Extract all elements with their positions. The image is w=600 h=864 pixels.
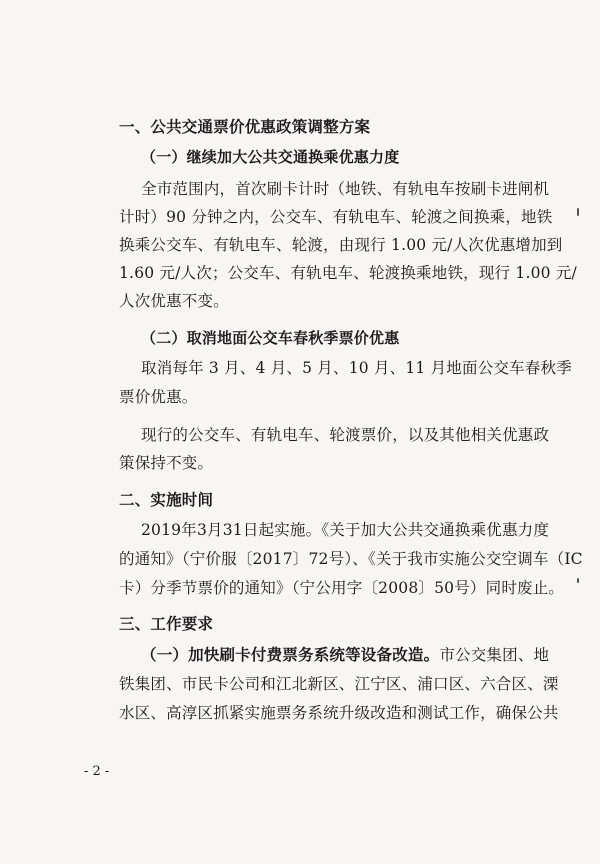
section1-subheading-1: （一）继续加大公共交通换乘优惠力度 [141,148,400,166]
paragraph-line: 换乘公交车、有轨电车、轮渡，由现行 1.00 元/人次优惠增加到 [119,236,563,254]
section3-heading: 三、工作要求 [119,615,214,633]
paragraph-line: 铁集团、市民卡公司和江北新区、江宁区、浦口区、六合区、溧 [119,675,559,693]
paragraph-line: 票价优惠。 [119,388,198,406]
scan-speck [577,208,579,216]
paragraph-line: 计时）90 分钟之内，公交车、有轨电车、轮渡之间换乘，地铁 [119,208,553,226]
item-title: （一）加快刷卡付费票务系统等设备改造。 [141,646,440,664]
paragraph-line: 策保持不变。 [119,454,214,472]
item-text: 市公交集团、地 [439,646,550,664]
paragraph-line: 现行的公交车、有轨电车、轮渡票价，以及其他相关优惠政 [141,426,550,444]
paragraph-line: 人次优惠不变。 [119,292,229,310]
paragraph-line: 卡）分季节票价的通知》（宁公用字〔2008〕50号）同时废止。 [119,579,565,597]
paragraph-line: 的通知》（宁价服〔2017〕72号）、《关于我市实施公交空调车（IC [119,550,583,568]
paragraph-line: 1.60 元/人次；公交车、有轨电车、轮渡换乘地铁，现行 1.00 元/ [119,264,577,282]
section2-heading: 二、实施时间 [119,491,214,509]
paragraph-line [141,644,581,666]
paragraph-line: 全市范围内，首次刷卡计时（地铁、有轨电车按刷卡进闸机 [141,180,550,198]
scan-speck [577,578,579,583]
paragraph-line: 2019年3月31日起实施。《关于加大公共交通换乘优惠力度 [141,521,550,539]
section1-subheading-2: （二）取消地面公交车春秋季票价优惠 [141,329,400,347]
paragraph-line: 取消每年 3 月、4 月、5 月、10 月、11 月地面公交车春秋季 [141,359,572,377]
paragraph-line: 水区、高淳区抓紧实施票务系统升级改造和测试工作，确保公共 [119,704,559,722]
section1-heading: 一、公共交通票价优惠政策调整方案 [119,118,371,136]
page-number: - 2 - [84,764,110,779]
